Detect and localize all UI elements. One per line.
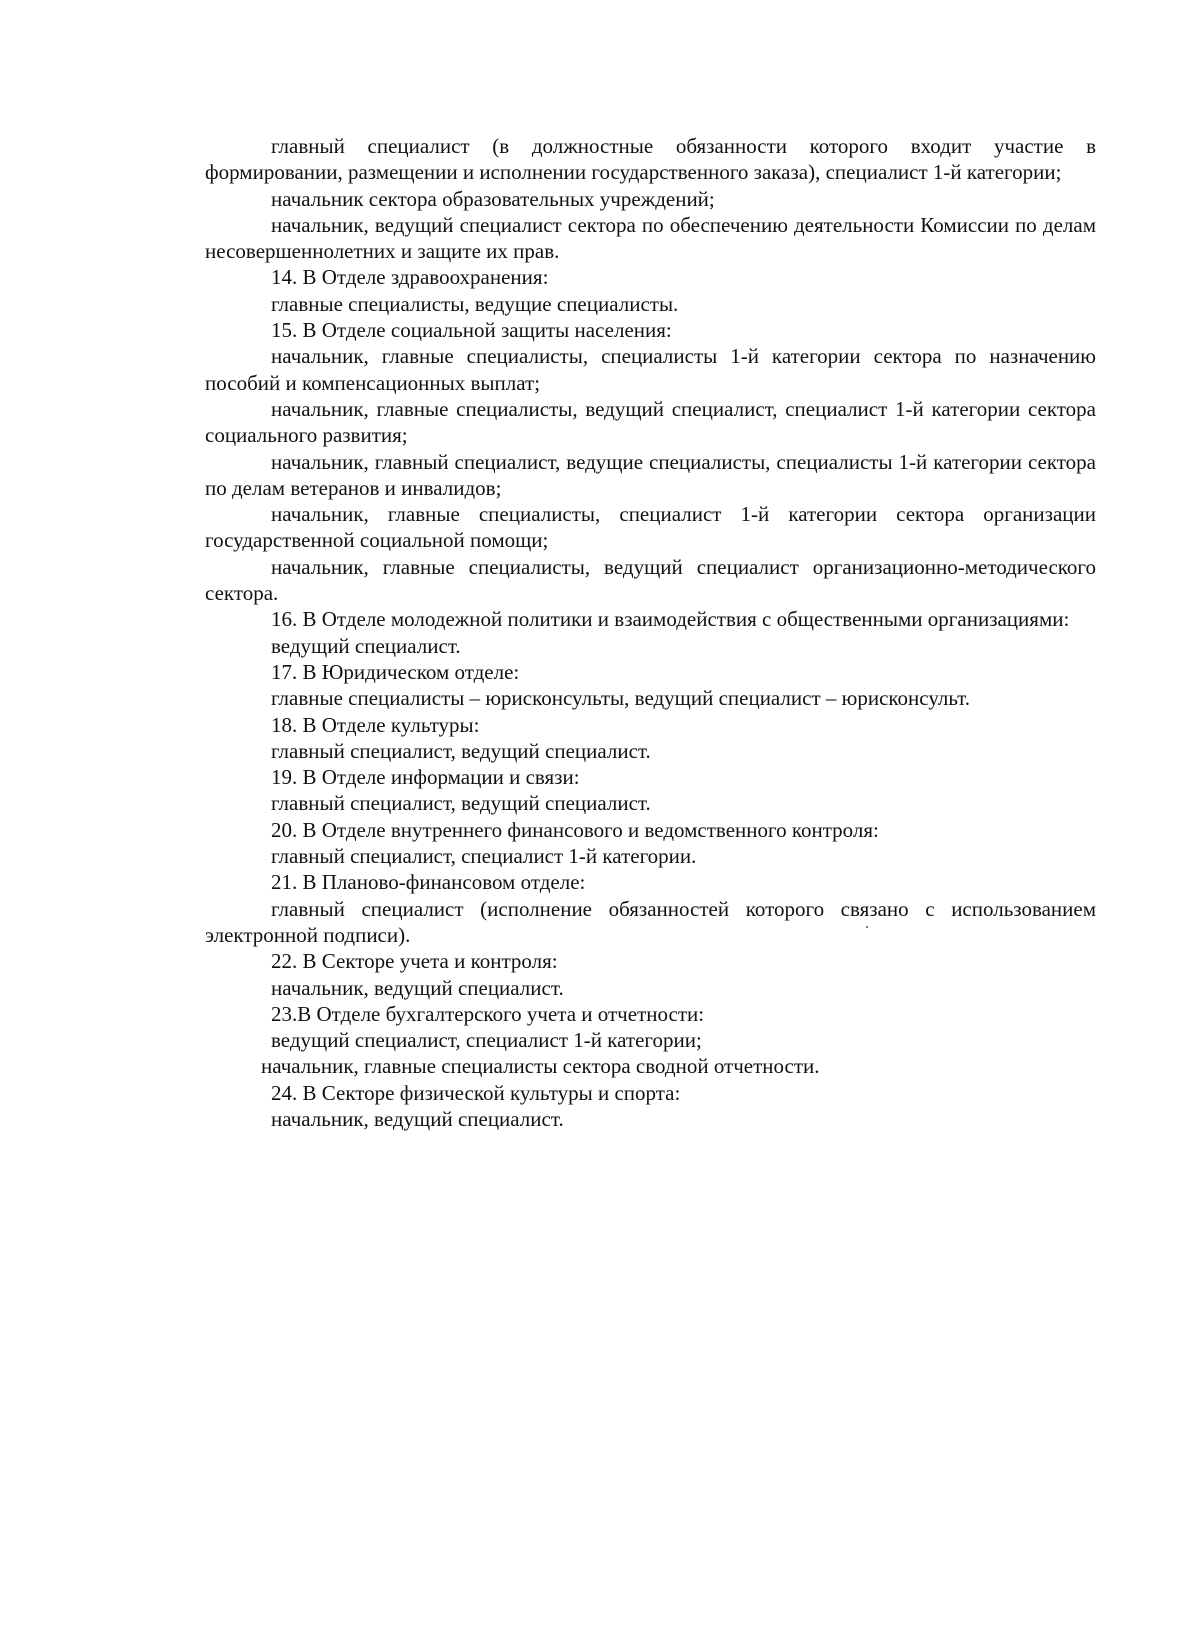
paragraph-methodical-sector: начальник, главные специалисты, ведущий специалист организационно-методического сектора.	[205, 554, 1096, 606]
heading-youth-policy: 16. В Отделе молодежной политики и взаимодействия с общественными организациями:	[271, 607, 1070, 632]
heading-social-protection: 15. В Отделе социальной защиты населения:	[271, 318, 672, 343]
heading-culture-department: 18. В Отделе культуры:	[271, 712, 480, 737]
heading-health-department: 14. В Отделе здравоохранения:	[271, 265, 549, 290]
paragraph-legal-positions: главные специалисты – юрисконсульты, ведущий специалист – юрисконсульт.	[271, 686, 970, 711]
paragraph-sports-positions: начальник, ведущий специалист.	[271, 1106, 564, 1131]
heading-accounting-reporting: 23.В Отделе бухгалтерского учета и отчетности:	[271, 1001, 705, 1026]
paragraph-veterans-sector: начальник, главный специалист, ведущие специалисты, специалисты 1-й категории сектора по делам ветеранов и инвалидов;	[205, 449, 1096, 500]
paragraph-internal-control-positions: главный специалист, специалист 1-й категории.	[271, 844, 697, 869]
paragraph-education-sector: начальник сектора образовательных учреждений;	[271, 186, 715, 211]
paragraph-culture-positions: главный специалист, ведущий специалист.	[271, 738, 651, 763]
paragraph-information-positions: главный специалист, ведущий специалист.	[271, 791, 651, 816]
paragraph-health-positions: главные специалисты, ведущие специалисты.	[271, 291, 679, 316]
heading-planning-finance: 21. В Планово-финансовом отделе:	[271, 870, 586, 895]
heading-sports-sector: 24. В Секторе физической культуры и спорта:	[271, 1080, 681, 1105]
paragraph-social-assistance-sector: начальник, главные специалисты, специалист 1-й категории сектора организации государственной социальной помощи;	[205, 502, 1096, 553]
paragraph-planning-finance-positions: главный специалист (исполнение обязанностей которого связано с использованием электронной подписи).	[205, 896, 1096, 947]
paragraph-accounting-control-positions: начальник, ведущий специалист.	[271, 975, 564, 1000]
paragraph-procurement-specialist: главный специалист (в должностные обязанности которого входит участие в формировании, размещении и исполнении государственного заказа), специалист 1-й категории;	[205, 134, 1096, 185]
heading-legal-department: 17. В Юридическом отделе:	[271, 659, 520, 684]
scan-speck	[866, 926, 868, 928]
paragraph-social-development-sector: начальник, главные специалисты, ведущий специалист, специалист 1-й категории сектора социального развития;	[205, 396, 1096, 448]
paragraph-accounting-positions: ведущий специалист, специалист 1-й категории;	[271, 1028, 702, 1053]
paragraph-minors-commission: начальник, ведущий специалист сектора по обеспечению деятельности Комиссии по делам несовершеннолетних и защите их прав.	[205, 212, 1096, 264]
paragraph-youth-positions: ведущий специалист.	[271, 633, 461, 658]
heading-internal-control: 20. В Отделе внутреннего финансового и ведомственного контроля:	[271, 817, 879, 842]
heading-information-department: 19. В Отделе информации и связи:	[271, 765, 580, 790]
heading-accounting-control-sector: 22. В Секторе учета и контроля:	[271, 949, 558, 974]
paragraph-benefits-sector: начальник, главные специалисты, специалисты 1-й категории сектора по назначению пособий и компенсационных выплат;	[205, 344, 1096, 395]
paragraph-consolidated-reporting: начальник, главные специалисты сектора сводной отчетности.	[261, 1054, 820, 1079]
document-body	[205, 133, 1096, 1132]
